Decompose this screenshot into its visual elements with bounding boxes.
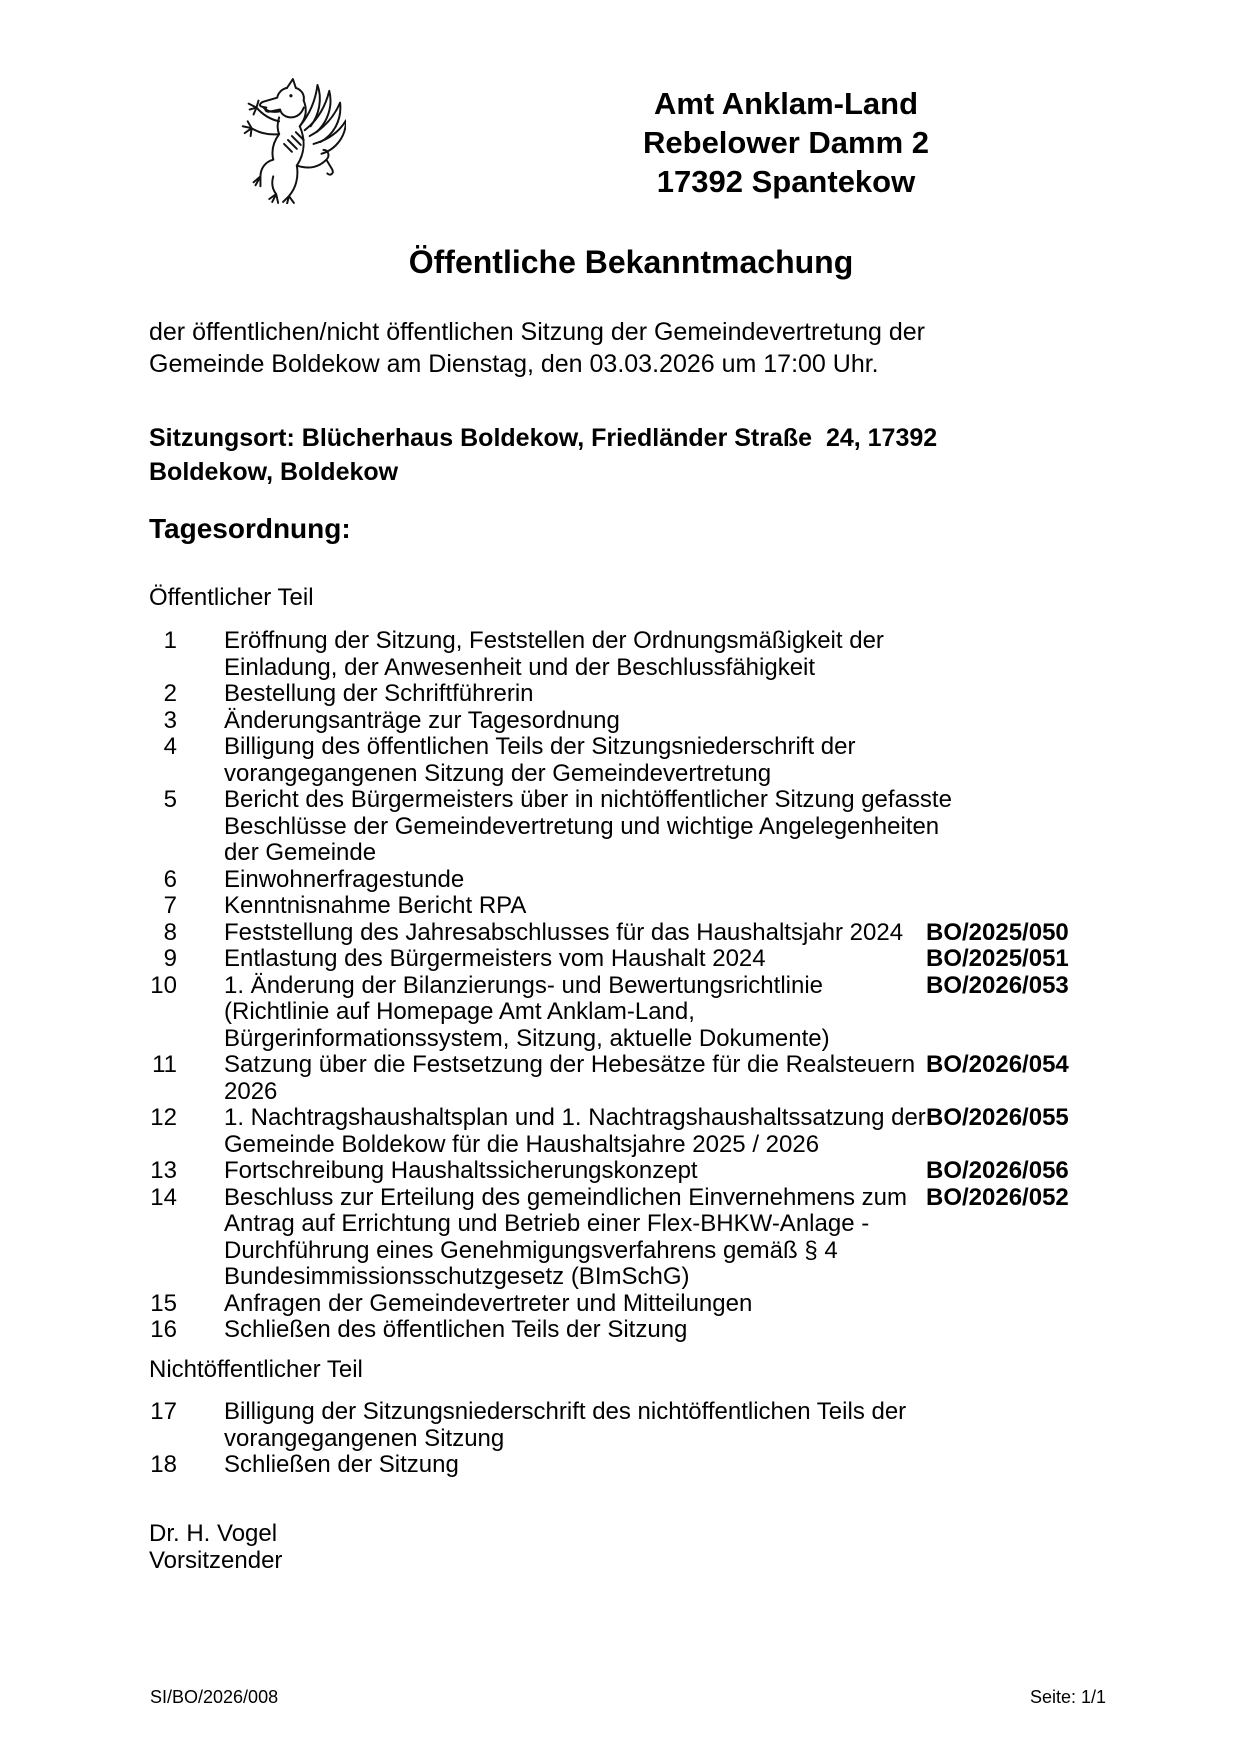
agenda-item-number: 13 (150, 1157, 177, 1184)
agenda-item-ref: BO/2025/050 (926, 918, 1069, 946)
agenda-heading: Tagesordnung: (149, 513, 351, 544)
agenda-item-number: 3 (163, 706, 177, 734)
sender-address-block (561, 84, 1011, 201)
agenda-item (126, 1399, 1240, 1452)
agenda-item-text: Billigung der Sitzungsniederschrift des nichtöffentlichen Teils der vorangegangenen Sitzung (224, 1398, 907, 1452)
agenda-item-number: 14 (150, 1183, 177, 1211)
agenda-item-text: Billigung des öffentlichen Teils der Sitzungsniederschrift der vorangegangenen Sitzung der Gemeindevertretung (224, 733, 856, 787)
agenda-item (126, 973, 1240, 1053)
agenda-item (126, 1185, 1240, 1291)
agenda-item-number: 6 (163, 865, 177, 893)
section-heading-nonpublic: Nichtöffentlicher Teil (149, 1356, 363, 1383)
agenda-item (126, 893, 1240, 920)
agenda-item-ref: BO/2026/052 (926, 1183, 1069, 1211)
agenda-item-text: Änderungsanträge zur Tagesordnung (224, 706, 620, 734)
page-title: Öffentliche Bekanntmachung (408, 244, 854, 280)
agenda-item (126, 867, 1240, 894)
intro-paragraph: der öffentlichen/nicht öffentlichen Sitzung der Gemeindevertretung der Gemeinde Boldekow am Dienstag, den 03.03.2026 um 17:00 Uhr. (149, 318, 925, 378)
agenda-item (126, 946, 1240, 973)
griffin-crest-logo (228, 76, 346, 204)
agenda-item (126, 1158, 1240, 1185)
agenda-item (126, 1105, 1240, 1158)
agenda-item-text: Einwohnerfragestunde (224, 865, 465, 893)
agenda-item (126, 681, 1240, 708)
agenda-item (126, 1317, 1240, 1344)
footer-document-ref: SI/BO/2026/008 (150, 1687, 279, 1707)
agenda-item-number: 10 (150, 971, 177, 999)
agenda-item-text: Eröffnung der Sitzung, Feststellen der Ordnungsmäßigkeit der Einladung, der Anwesenheit und der Beschlussfähigkeit (224, 627, 884, 681)
agenda-item-number: 8 (163, 918, 177, 946)
agenda-item-ref: BO/2026/053 (926, 971, 1069, 999)
agenda-item-number: 16 (150, 1316, 177, 1343)
agenda-item (126, 920, 1240, 947)
section-heading-public: Öffentlicher Teil (149, 584, 314, 611)
agenda-item-text: Feststellung des Jahresabschlusses für das Haushaltsjahr 2024 (224, 918, 904, 946)
meeting-location: Sitzungsort: Blücherhaus Boldekow, Friedländer Straße 24, 17392 Boldekow, Boldekow (149, 424, 938, 486)
agenda-item (126, 1052, 1240, 1105)
agenda-item (126, 787, 1240, 867)
signature-role: Vorsitzender (149, 1546, 283, 1574)
agenda-item-text: Entlastung des Bürgermeisters vom Haushalt 2024 (224, 945, 766, 972)
signature-name: Dr. H. Vogel (149, 1520, 278, 1547)
agenda-item-text: Schließen des öffentlichen Teils der Sitzung (224, 1316, 688, 1343)
agenda-item-ref: BO/2026/056 (926, 1157, 1069, 1184)
agenda-items-nonpublic (126, 1399, 1240, 1479)
agenda-item (126, 1291, 1240, 1318)
signature-block (149, 1521, 282, 1574)
griffin-ear (287, 79, 296, 88)
agenda-item-ref: BO/2025/051 (926, 945, 1069, 972)
agenda-item-number: 5 (163, 786, 177, 813)
agenda-item-text: Schließen der Sitzung (224, 1451, 459, 1478)
agenda-item-text: Fortschreibung Haushaltssicherungskonzept (224, 1157, 698, 1184)
agenda-item (126, 1452, 1240, 1479)
agenda-item-number: 7 (163, 892, 177, 919)
agenda-item-number: 11 (152, 1051, 177, 1078)
agenda-item-text: 1. Nachtragshaushaltsplan und 1. Nachtragshaushaltssatzung der Gemeinde Boldekow für die Haushaltsjahre 2025 / 2026 (224, 1104, 926, 1158)
agenda (0, 585, 1240, 1479)
agenda-item-text: Satzung über die Festsetzung der Hebesätze für die Realsteuern 2026 (224, 1051, 916, 1105)
agenda-item-text: Anfragen der Gemeindevertreter und Mitteilungen (224, 1289, 753, 1317)
agenda-item-number: 17 (150, 1398, 177, 1425)
agenda-item-text: Bericht des Bürgermeisters über in nichtöffentlicher Sitzung gefasste Beschlüsse der Gemeindevertretung und wichtige Angelegenheiten der Gemeinde (224, 786, 952, 866)
agenda-item-number: 1 (163, 627, 177, 654)
agenda-item-number: 4 (163, 733, 177, 760)
agenda-item-ref: BO/2026/054 (926, 1051, 1069, 1078)
agenda-item (126, 708, 1240, 735)
agenda-item-number: 9 (163, 945, 177, 972)
agenda-item-ref: BO/2026/055 (926, 1104, 1069, 1131)
agenda-item-number: 18 (150, 1451, 177, 1478)
sender-city: 17392 Spantekow (656, 164, 916, 199)
agenda-item-text: Beschluss zur Erteilung des gemeindlichen Einvernehmens zum Antrag auf Errichtung und Betrieb einer Flex-BHKW-Anlage - Durchführung eines Genehmigungsverfahrens gemäß § 4 Bundesimmissionsschutzgesetz (BImSchG) (224, 1183, 908, 1290)
agenda-item-text: Kenntnisnahme Bericht RPA (224, 892, 527, 919)
agenda-item-number: 2 (163, 680, 177, 707)
agenda-item-text: Bestellung der Schriftführerin (224, 680, 534, 707)
sender-street: Rebelower Damm 2 (643, 125, 929, 160)
agenda-items-public (126, 628, 1240, 1344)
agenda-item (126, 628, 1240, 681)
agenda-item (126, 734, 1240, 787)
footer-page-number: Seite: 1/1 (1029, 1687, 1106, 1707)
sender-name: Amt Anklam-Land (653, 86, 919, 121)
page-footer (150, 1686, 1106, 1708)
agenda-item-number: 15 (150, 1289, 177, 1317)
agenda-item-text: 1. Änderung der Bilanzierungs- und Bewertungsrichtlinie (Richtlinie auf Homepage Amt Anklam-Land, Bürgerinformationssystem, Sitzung, aktuelle Dokumente) (224, 971, 830, 1052)
griffin-eye (289, 94, 292, 97)
agenda-item-number: 12 (150, 1104, 177, 1131)
